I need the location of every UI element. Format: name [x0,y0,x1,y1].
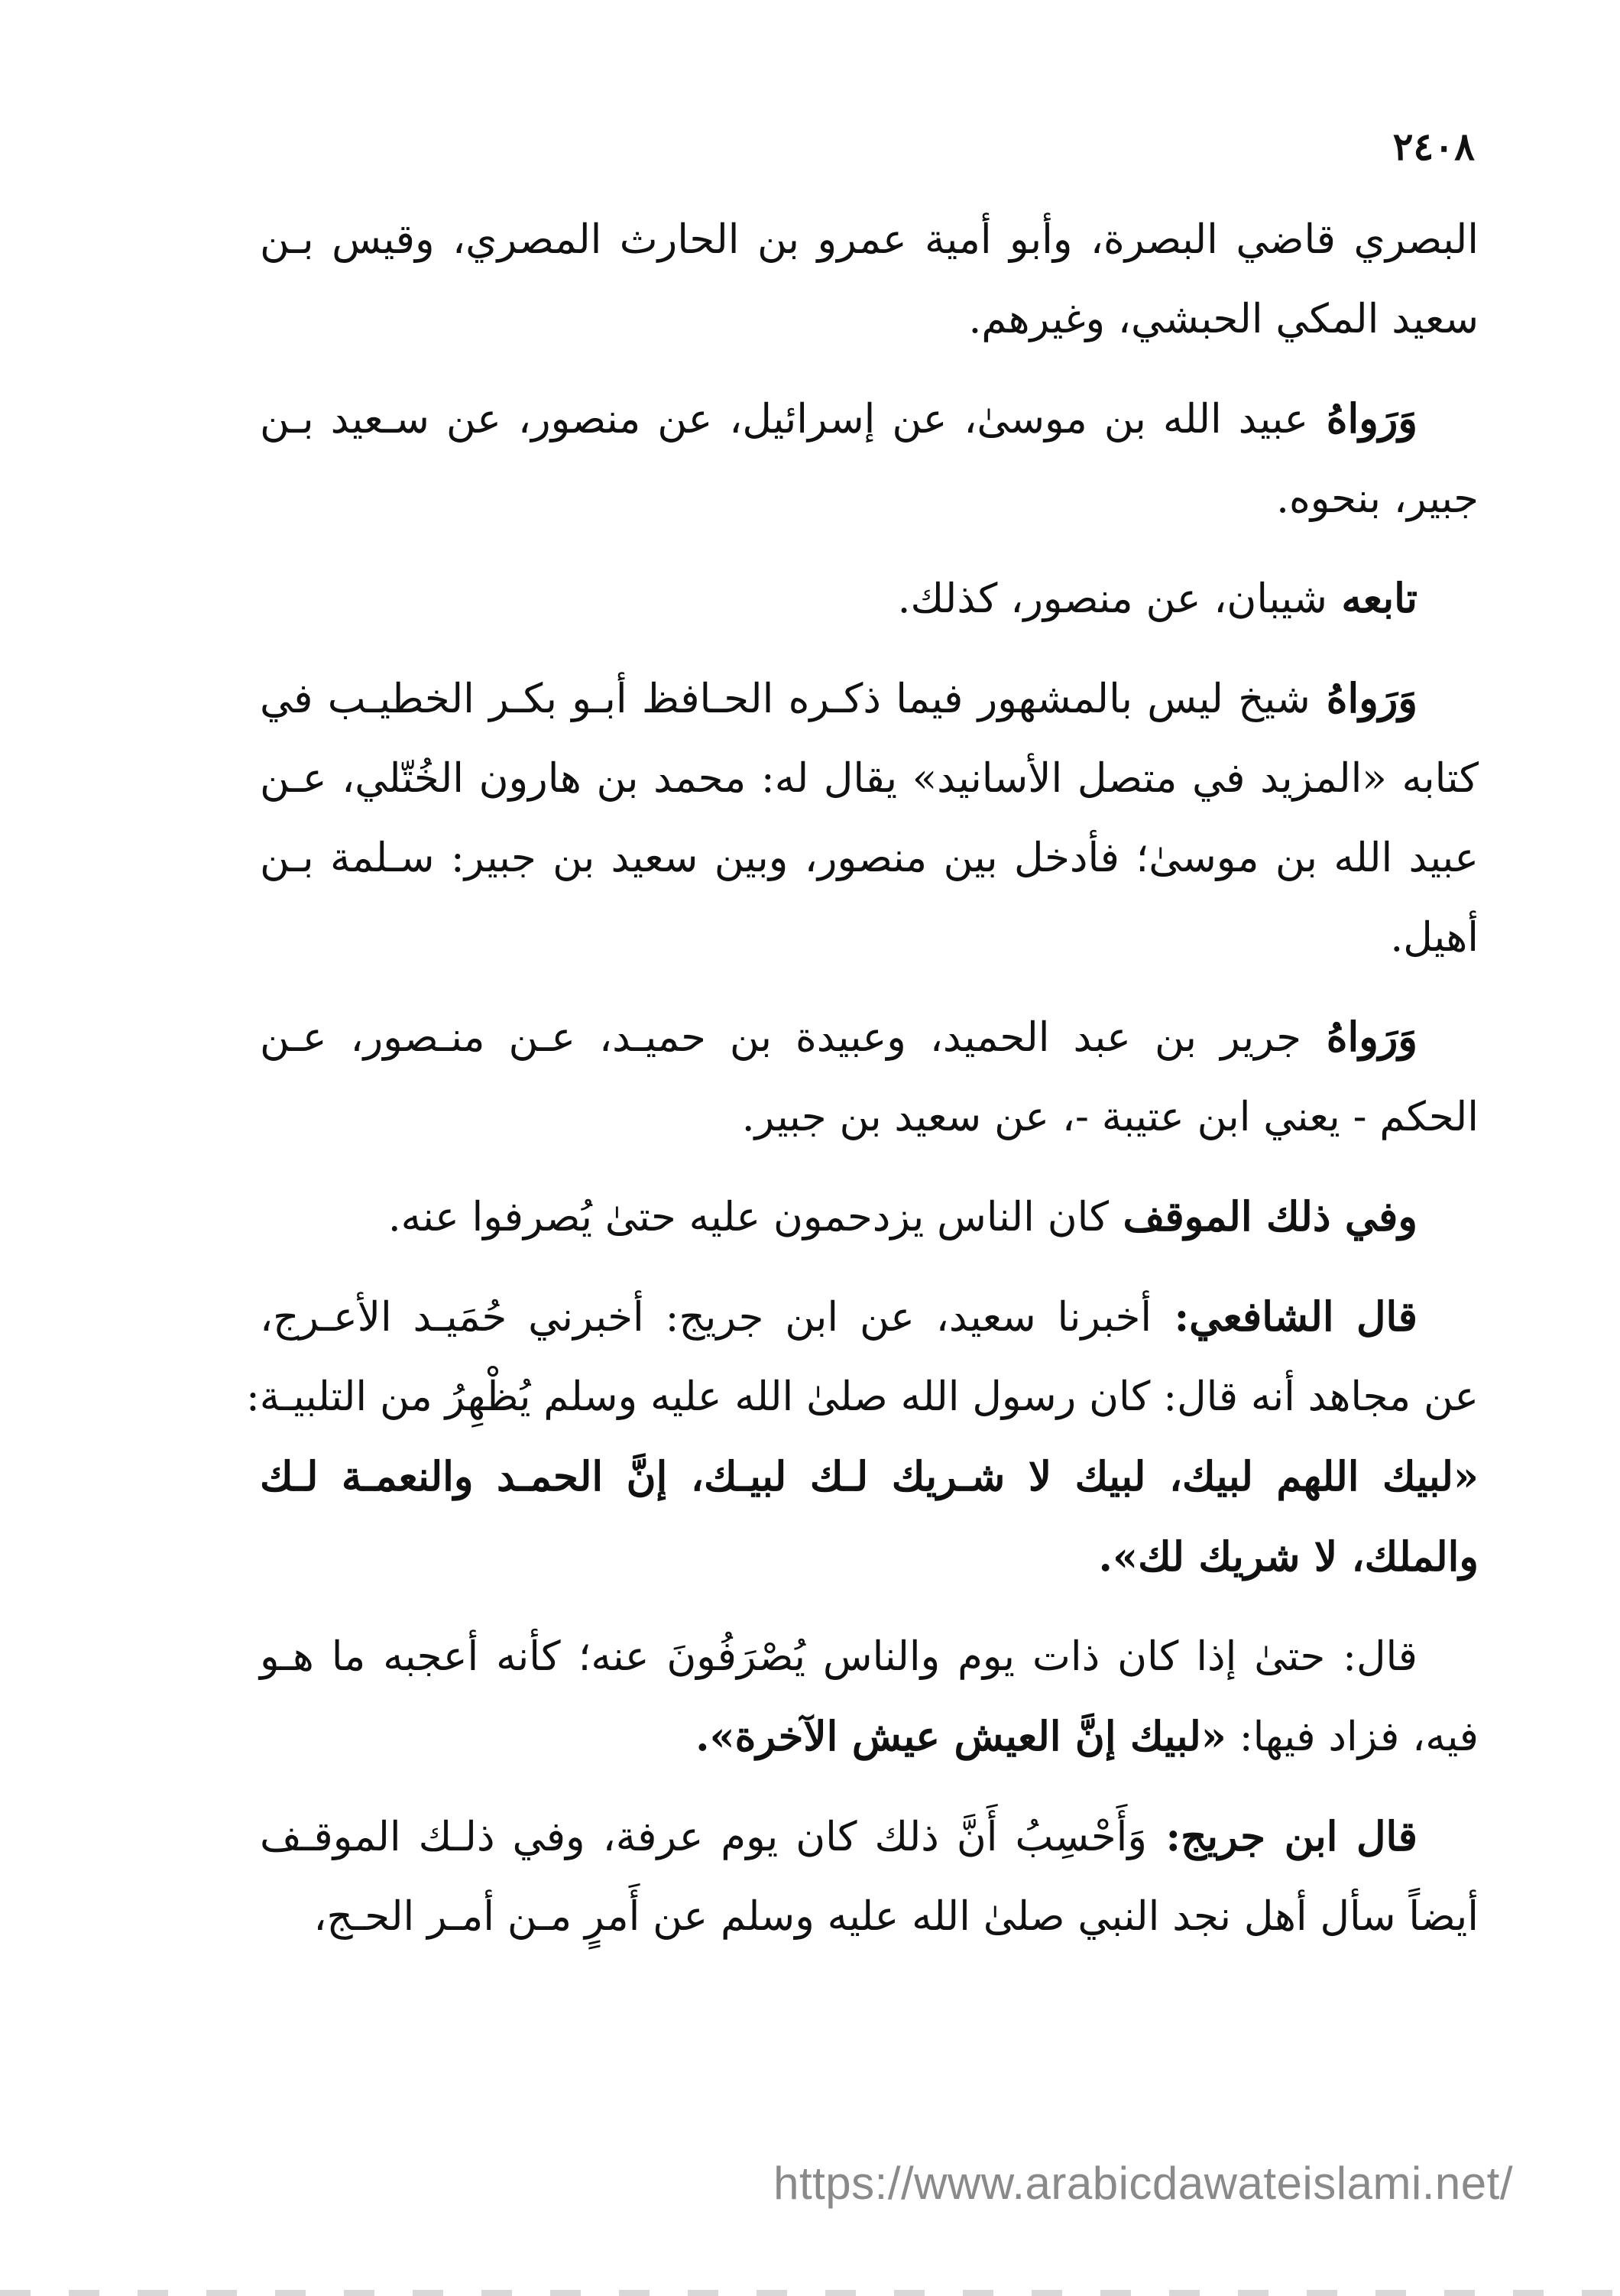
paragraph [260,1797,1479,1957]
paragraph [260,379,1479,539]
text-line [260,739,1479,819]
text-line [260,559,1479,639]
bold-text-run: وَرَواهُ [1301,1013,1418,1061]
text-run: فيه، فزاد فيها: [1226,1714,1479,1760]
paragraph [260,659,1479,978]
text-run: كان الناس يزدحمون عليه حتىٰ يُصرفوا عنه. [387,1194,1110,1240]
bold-text-run: «لبيك اللهم لبيك، لبيك لا شـريك لـك لبيـك، إنَّ الحمـد والنعمـة لـك [260,1453,1479,1500]
bold-text-run: «لبيك إنَّ العيش عيش الآخرة». [695,1713,1226,1760]
bold-text-run: تابعه [1327,575,1418,622]
text-run: قال: حتىٰ إذا كان ذات يوم والناس يُصْرَفُونَ عنه؛ كأنه أعجبه ما هـو [260,1633,1418,1680]
bold-text-run: قال الشافعي: [1152,1293,1418,1341]
text-line [245,1357,1479,1437]
paragraph [245,1277,1479,1597]
text-run: عبيد الله بن موسىٰ؛ فأدخل بين منصور، وبين سعيد بن جبير: سـلمة بـن [260,835,1479,881]
watermark-url: https://www.arabicdawateislami.net/ [773,2158,1513,2209]
text-run: جرير بن عبد الحميد، وعبيدة بن حميـد، عـن منـصور، عـن [260,1014,1302,1061]
text-line [260,280,1479,359]
text-line [260,659,1479,739]
text-run: وَأَحْسِبُ أَنَّ ذلك كان يوم عرفة، وفي ذلـك الموقـف [260,1814,1147,1860]
text-line [260,1177,1479,1257]
text-run: عبيد الله بن موسىٰ، عن إسرائيل، عن منصور، عن سـعيد بـن [260,396,1309,443]
text-run: عن مجاهد أنه قال: كان رسول الله صلىٰ الله عليه وسلم يُظْهِرُ من التلبيـة: [245,1373,1479,1420]
paragraph [260,1617,1479,1777]
text-line [260,1697,1479,1777]
text-line [260,819,1479,898]
text-run: أهيل. [1390,914,1479,961]
text-line [260,379,1479,459]
bold-text-run: وفي ذلك الموقف [1109,1193,1418,1240]
text-line [260,1078,1479,1157]
text-line [260,1277,1479,1357]
page-number: ٢٤٠٨ [1392,124,1475,169]
body-text [245,200,1479,1977]
text-run: أيضاً سأل أهل نجد النبي صلىٰ الله عليه وسلم عن أَمرٍ مـن أمـر الحـج، [313,1893,1479,1940]
bold-text-run: وَرَواهُ [1308,395,1418,443]
paragraph [260,559,1479,639]
paragraph [260,200,1479,359]
text-run: سعيد المكي الحبشي، وغيرهم. [968,296,1479,342]
text-run: البصري قاضي البصرة، وأبو أمية عمرو بن الحارث المصري، وقيس بـن [260,216,1479,263]
text-run: الحكم - يعني ابن عتيبة -، عن سعيد بن جبير. [741,1094,1479,1140]
bold-text-run: قال ابن جريج: [1146,1813,1418,1860]
text-line [260,997,1479,1078]
text-run: كتابه «المزيد في متصل الأسانيد» يقال له: محمد بن هارون الخُتّلي، عـن [260,755,1479,802]
scan-edge-noise [0,2290,1620,2296]
bold-text-run: والملك، لا شريك لك». [1098,1533,1479,1581]
text-line [260,1437,1479,1517]
text-run: شيبان، عن منصور، كذلك. [897,576,1327,622]
text-run: شيخ ليس بالمشهور فيما ذكـره الحـافظ أبـو بكـر الخطيـب في [260,676,1311,722]
text-run: جبير، بنحوه. [1276,475,1479,522]
text-run: أخبرنا سعيد، عن ابن جريج: أخبرني حُمَيـد الأعـرج، [260,1294,1152,1341]
text-line [260,1517,1479,1597]
text-line [260,898,1479,978]
text-line [260,200,1479,280]
text-line [260,1877,1479,1957]
text-line [260,1797,1479,1877]
text-line [260,1617,1479,1697]
paragraph [260,1177,1479,1257]
bold-text-run: وَرَواهُ [1310,675,1418,722]
paragraph [260,997,1479,1157]
text-line [260,459,1479,539]
